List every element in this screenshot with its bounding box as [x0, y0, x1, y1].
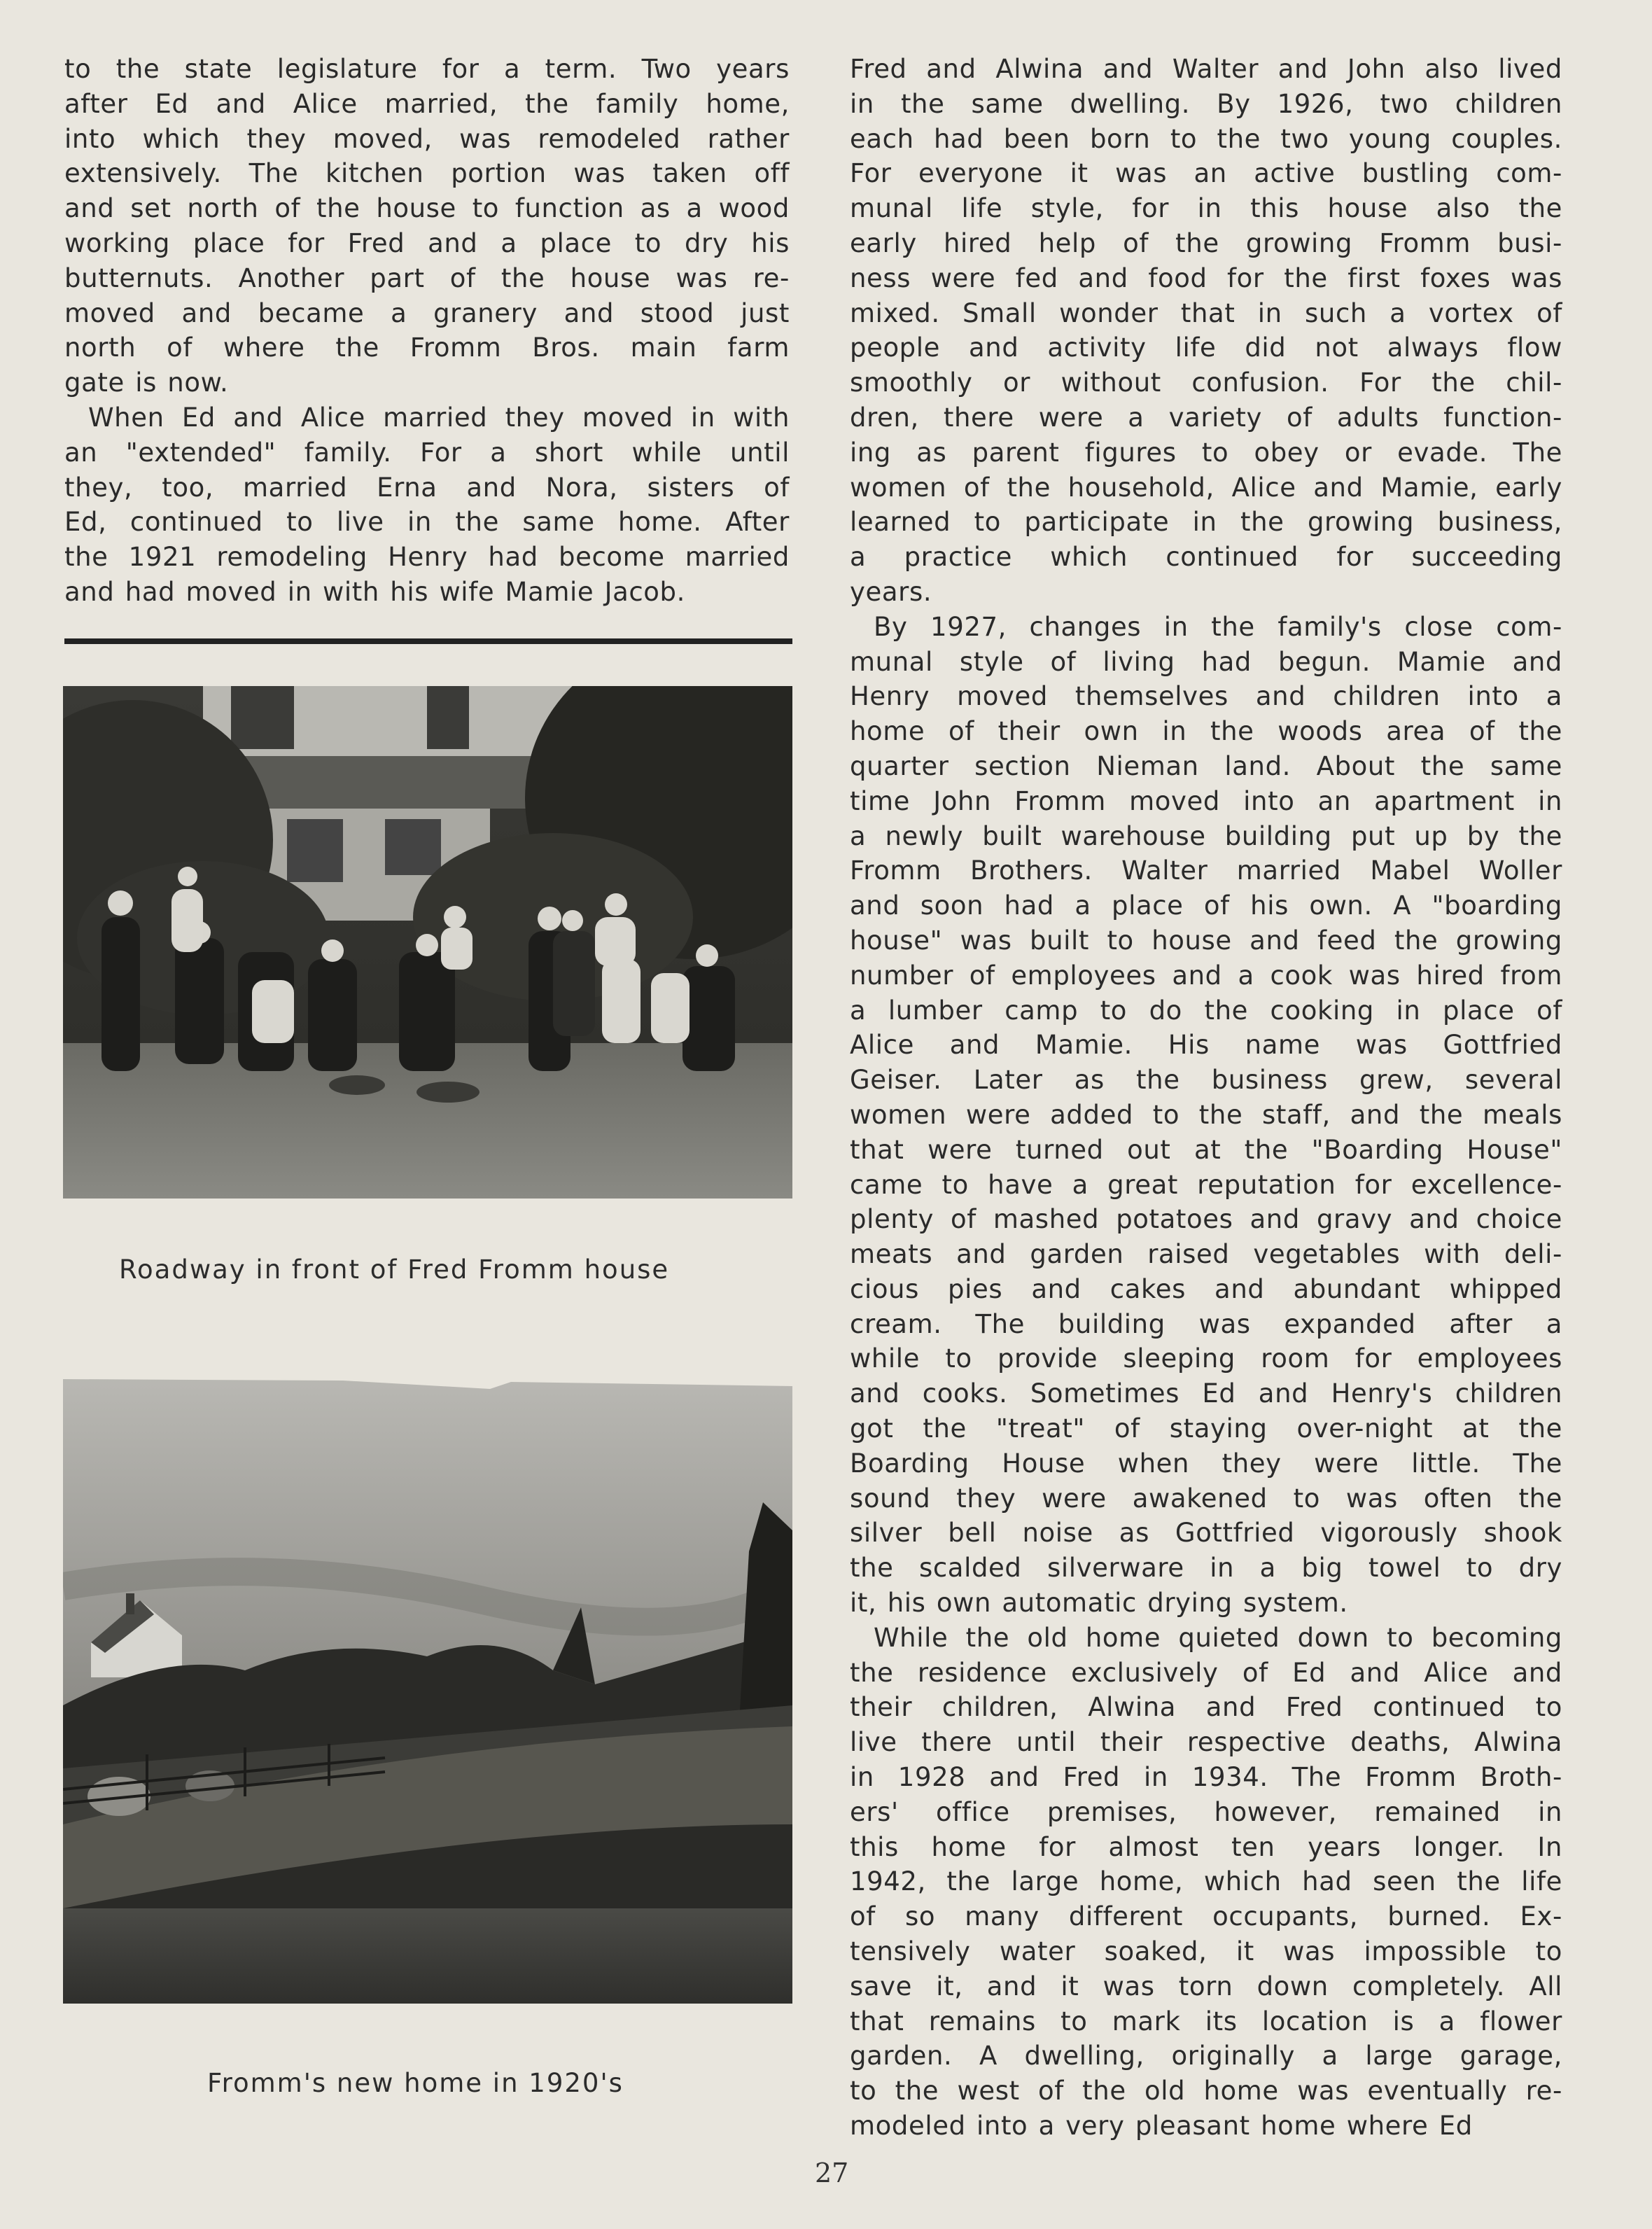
- text-line: number of employees and a cook was hired from: [850, 960, 1562, 991]
- text-line: ness were fed and food for the first foxes was: [850, 263, 1562, 293]
- text-line: the 1921 remodeling Henry had become married: [64, 542, 790, 573]
- right-paragraph-2: [850, 610, 1562, 1621]
- text-line: time John Fromm moved into an apartment in: [850, 785, 1562, 816]
- text-line: Henry moved themselves and children into a: [850, 681, 1562, 712]
- text-line: Geiser. Later as the business grew, several: [850, 1065, 1562, 1096]
- text-line: early hired help of the growing Fromm busi-: [850, 228, 1562, 258]
- text-line: it, his own automatic drying system.: [850, 1588, 1348, 1619]
- text-line: learned to participate in the growing business,: [850, 507, 1562, 538]
- text-line: tensively water soaked, it was impossible to: [850, 1936, 1562, 1967]
- text-line: the scalded silverware in a big towel to dry: [850, 1553, 1562, 1584]
- text-line: butternuts. Another part of the house was re-: [64, 263, 790, 293]
- text-line: came to have a great reputation for excellence-: [850, 1169, 1562, 1200]
- text-line: When Ed and Alice married they moved in with: [88, 402, 790, 433]
- text-line: plenty of mashed potatoes and gravy and choice: [850, 1204, 1562, 1235]
- text-line: women were added to the staff, and the meals: [850, 1099, 1562, 1130]
- text-line: By 1927, changes in the family's close com-: [874, 611, 1562, 642]
- text-line: mixed. Small wonder that in such a vortex of: [850, 298, 1562, 328]
- text-line: extensively. The kitchen portion was taken off: [64, 158, 790, 189]
- text-line: a lumber camp to do the cooking in place of: [850, 995, 1562, 1026]
- text-line: years.: [850, 576, 932, 607]
- text-line: to the west of the old home was eventually re-: [850, 2076, 1562, 2106]
- left-paragraph-2: [64, 400, 790, 610]
- text-line: a practice which continued for succeeding: [850, 542, 1562, 573]
- text-line: their children, Alwina and Fred continued to: [850, 1692, 1562, 1723]
- text-line: munal style of living had begun. Mamie and: [850, 646, 1562, 677]
- text-line: of so many different occupants, burned. Ex-: [850, 1901, 1562, 1932]
- text-line: the residence exclusively of Ed and Alice and: [850, 1657, 1562, 1688]
- text-line: ing as parent figures to obey or evade. The: [850, 437, 1562, 468]
- text-line: in 1928 and Fred in 1934. The Fromm Broth-: [850, 1762, 1562, 1793]
- text-line: house" was built to house and feed the growing: [850, 925, 1562, 956]
- text-line: cious pies and cakes and abundant whipped: [850, 1273, 1562, 1304]
- text-line: and had moved in with his wife Mamie Jacob.: [64, 576, 685, 607]
- left-paragraph-1: [64, 52, 790, 400]
- text-line: a newly built warehouse building put up by the: [850, 820, 1562, 851]
- text-line: garden. A dwelling, originally a large garage,: [850, 2041, 1562, 2071]
- text-line: silver bell noise as Gottfried vigorously shook: [850, 1518, 1562, 1549]
- text-line: Boarding House when they were little. The: [850, 1448, 1562, 1479]
- text-line: smoothly or without confusion. For the chil-: [850, 368, 1562, 398]
- text-line: working place for Fred and a place to dry his: [64, 228, 790, 258]
- text-line: dren, there were a variety of adults function-: [850, 402, 1562, 433]
- text-line: after Ed and Alice married, the family home,: [64, 88, 790, 119]
- text-line: this home for almost ten years longer. In: [850, 1831, 1562, 1862]
- right-column: [850, 52, 1562, 2144]
- text-line: Fromm Brothers. Walter married Mabel Woller: [850, 855, 1562, 886]
- text-line: that remains to mark its location is a flower: [850, 2006, 1562, 2036]
- text-line: in the same dwelling. By 1926, two children: [850, 88, 1562, 119]
- photo-roadway: [63, 1376, 792, 2004]
- text-line: into which they moved, was remodeled rather: [64, 123, 790, 154]
- text-line: and set north of the house to function as a wood: [64, 193, 790, 224]
- text-line: Ed, continued to live in the same home. After: [64, 507, 790, 538]
- photo-family-group: [63, 686, 792, 1199]
- text-line: to the state legislature for a term. Two years: [64, 54, 790, 84]
- text-line: modeled into a very pleasant home where Ed: [850, 2111, 1473, 2141]
- page-number: 27: [815, 2158, 849, 2188]
- right-paragraph-3: [850, 1621, 1562, 2144]
- text-line: each had been born to the two young couples.: [850, 123, 1562, 154]
- left-column: [64, 52, 790, 610]
- text-line: Fred and Alwina and Walter and John also lived: [850, 54, 1562, 84]
- text-line: women of the household, Alice and Mamie, early: [850, 472, 1562, 503]
- text-line: For everyone it was an active bustling com-: [850, 158, 1562, 189]
- text-line: munal life style, for in this house also the: [850, 193, 1562, 224]
- text-line: moved and became a granery and stood just: [64, 298, 790, 328]
- text-line: Alice and Mamie. His name was Gottfried: [850, 1030, 1562, 1061]
- text-line: home of their own in the woods area of the: [850, 716, 1562, 747]
- text-line: while to provide sleeping room for employees: [850, 1343, 1562, 1374]
- text-line: live there until their respective deaths, Alwina: [850, 1727, 1562, 1758]
- text-line: gate is now.: [64, 368, 229, 398]
- text-line: people and activity life did not always flow: [850, 333, 1562, 363]
- section-divider: [64, 638, 792, 644]
- text-line: save it, and it was torn down completely. All: [850, 1971, 1562, 2001]
- text-line: quarter section Nieman land. About the same: [850, 750, 1562, 781]
- right-paragraph-1: [850, 52, 1562, 610]
- text-line: 1942, the large home, which had seen the life: [850, 1866, 1562, 1897]
- text-line: north of where the Fromm Bros. main farm: [64, 333, 790, 363]
- text-line: and soon had a place of his own. A "boarding: [850, 890, 1562, 921]
- text-line: ers' office premises, however, remained in: [850, 1796, 1562, 1827]
- text-line: sound they were awakened to was often the: [850, 1483, 1562, 1514]
- text-line: and cooks. Sometimes Ed and Henry's children: [850, 1378, 1562, 1409]
- text-line: an "extended" family. For a short while until: [64, 437, 790, 468]
- text-line: meats and garden raised vegetables with deli-: [850, 1239, 1562, 1270]
- text-line: got the "treat" of staying over-night at the: [850, 1413, 1562, 1444]
- text-line: While the old home quieted down to becoming: [874, 1622, 1562, 1653]
- photo1-caption: Roadway in front of Fred Fromm house: [119, 1255, 670, 1285]
- text-line: cream. The building was expanded after a: [850, 1308, 1562, 1339]
- text-line: that were turned out at the "Boarding House": [850, 1134, 1562, 1165]
- photo2-caption: Fromm's new home in 1920's: [207, 2068, 624, 2098]
- text-line: they, too, married Erna and Nora, sisters of: [64, 472, 790, 503]
